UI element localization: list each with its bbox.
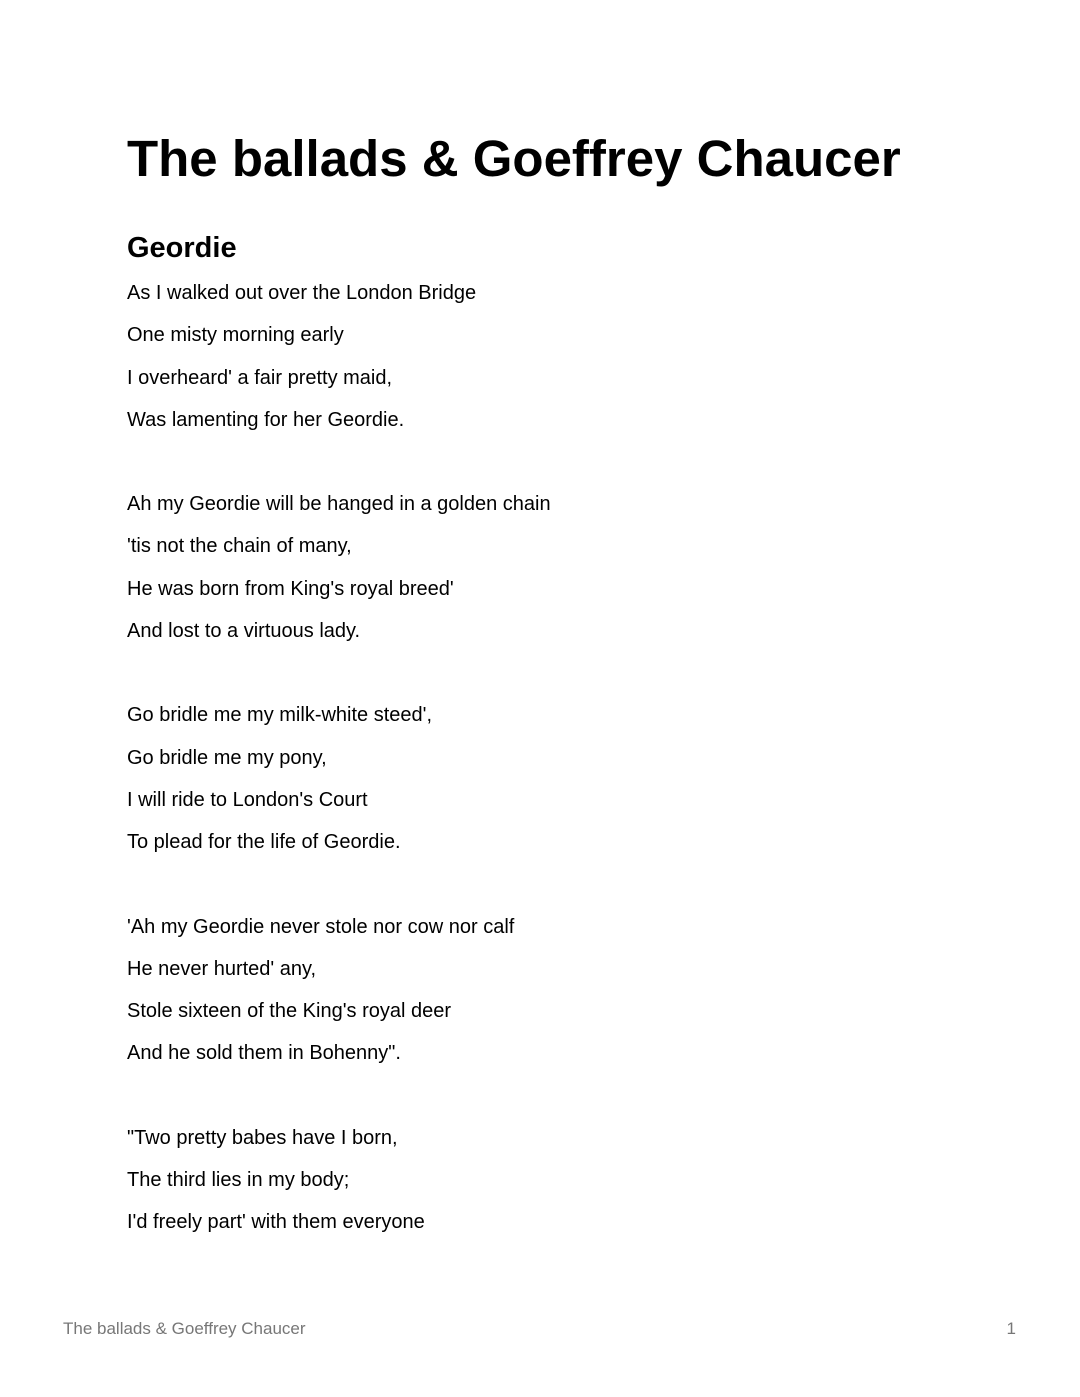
poem-line: The third lies in my body;	[127, 1169, 350, 1192]
poem-line: As I walked out over the London Bridge	[127, 282, 477, 304]
stanza-3	[127, 694, 987, 863]
poem-line: "Two pretty babes have I born,	[127, 1126, 398, 1149]
poem-line: He was born from King's royal breed'	[127, 577, 454, 600]
footer-page-number: 1	[1006, 1319, 1016, 1338]
poem-line: I overheard' a fair pretty maid,	[127, 366, 393, 389]
poem-line: And he sold them in Bohenny".	[127, 1042, 401, 1065]
stanza-2	[127, 483, 987, 652]
stanza-5	[127, 1117, 987, 1244]
poem-line: I will ride to London's Court	[127, 788, 368, 811]
section-heading: Geordie	[127, 232, 237, 264]
poem-line: To plead for the life of Geordie.	[127, 831, 401, 854]
poem-line: He never hurted' any,	[127, 957, 317, 980]
poem-line: I'd freely part' with them everyone	[127, 1211, 425, 1234]
footer-document-title: The ballads & Goeffrey Chaucer	[63, 1319, 306, 1338]
poem-line: Stole sixteen of the King's royal deer	[127, 1000, 452, 1023]
poem-line: 'tis not the chain of many,	[127, 535, 352, 558]
poem-line: Ah my Geordie will be hanged in a golden chain	[127, 493, 551, 516]
stanza-1	[127, 272, 987, 441]
poem-body	[127, 272, 987, 1286]
poem-line: One misty morning early	[127, 324, 344, 347]
poem-line: Go bridle me my milk-white steed',	[127, 704, 433, 727]
stanza-4	[127, 906, 987, 1075]
page-title: The ballads & Goeffrey Chaucer	[127, 130, 901, 187]
poem-line: Was lamenting for her Geordie.	[127, 408, 405, 431]
poem-line: 'Ah my Geordie never stole nor cow nor calf	[127, 915, 515, 938]
poem-line: Go bridle me my pony,	[127, 746, 327, 769]
poem-line: And lost to a virtuous lady.	[127, 620, 361, 643]
